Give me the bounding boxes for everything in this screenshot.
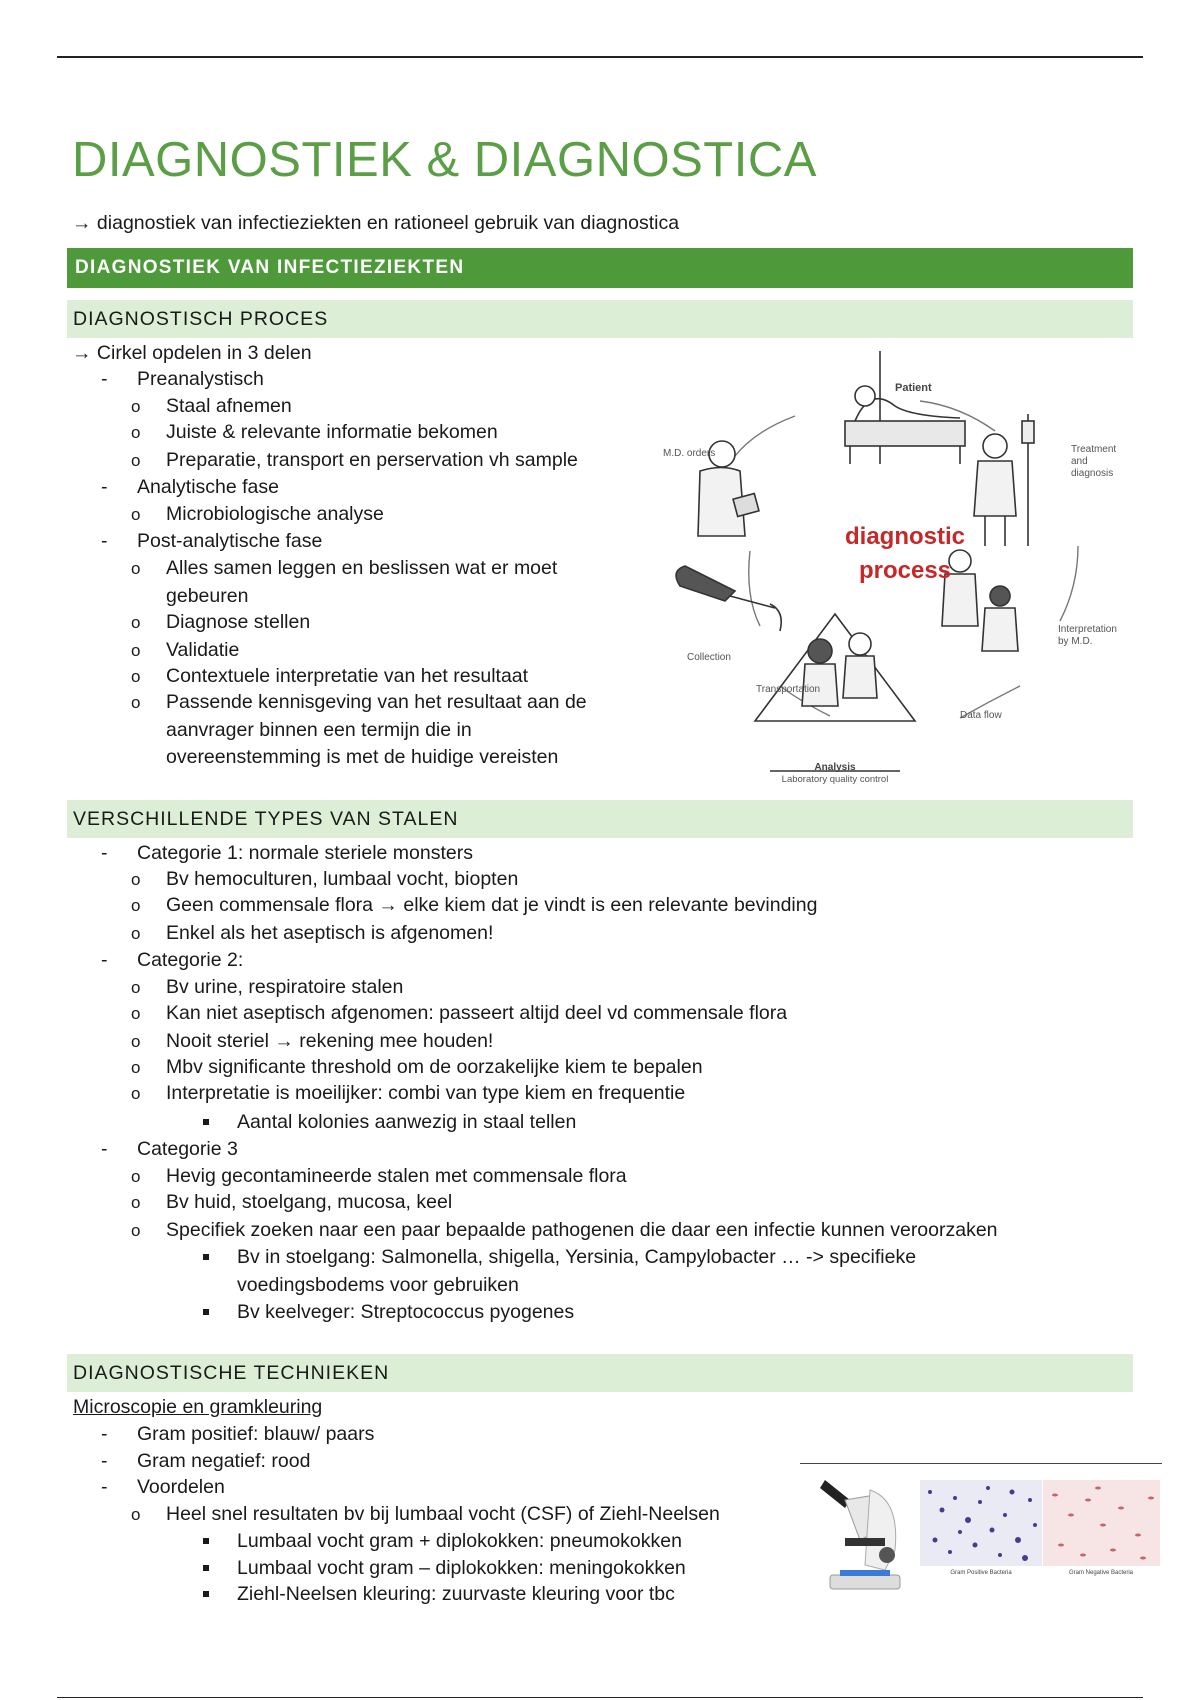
list-item-voordelen: Voordelen: [137, 1476, 225, 1498]
diagram-label-data-flow: Data flow: [960, 710, 1002, 721]
list-item: Nooit steriel → rekening mee houden!: [166, 1030, 494, 1052]
bullet-circle: o: [131, 1058, 141, 1077]
diagram-label-interpretation: Interpretation: [1058, 624, 1117, 635]
bullet-circle: o: [131, 693, 141, 712]
diagram-label-transportation: Transportation: [756, 684, 821, 695]
subheading-microscopie: Microscopie en gramkleuring: [73, 1396, 323, 1418]
bullet-square: [203, 1565, 209, 1571]
list-item: Kan niet aseptisch afgenomen: passeert altijd deel vd commensale flora: [166, 1002, 788, 1024]
list-item: Passende kennisgeving van het resultaat aan de: [166, 691, 587, 713]
bullet-circle: o: [131, 1084, 141, 1103]
bullet-square: [203, 1538, 209, 1544]
diagram-label-treatment: Treatment: [1071, 444, 1117, 455]
bullet-circle: o: [131, 559, 141, 578]
list-item: Heel snel resultaten bv bij lumbaal vocht (CSF) of Ziehl-Neelsen: [166, 1503, 720, 1525]
bullet-circle: o: [131, 423, 141, 442]
list-item-continuation: overeenstemming is met de huidige vereisten: [166, 746, 559, 768]
bullet-circle: o: [131, 505, 141, 524]
list-item-categorie-2: Categorie 2:: [137, 949, 244, 971]
list-item: Bv urine, respiratoire stalen: [166, 976, 404, 998]
diagram-label-diagnosis: diagnosis: [1071, 468, 1114, 479]
bullet-dash: -: [101, 476, 108, 498]
section-header-proces: DIAGNOSTISCH PROCES: [67, 300, 1133, 338]
list-subitem-continuation: voedingsbodems voor gebruiken: [237, 1274, 519, 1296]
top-rule: [57, 56, 1143, 58]
bullet-dash: -: [101, 1423, 108, 1445]
proces-intro: → Cirkel opdelen in 3 delen: [72, 342, 312, 364]
image-top-rule: [800, 1463, 1162, 1464]
list-item: Microbiologische analyse: [166, 503, 384, 525]
gram-positive-caption: Gram Positive Bacteria: [950, 1570, 1012, 1576]
bullet-dash: -: [101, 1138, 108, 1160]
bullet-circle: o: [131, 397, 141, 416]
bullet-circle: o: [131, 1193, 141, 1212]
bullet-dash: -: [101, 842, 108, 864]
list-item-categorie-3: Categorie 3: [137, 1138, 238, 1160]
bullet-dash: -: [101, 949, 108, 971]
list-subitem: Bv keelveger: Streptococcus pyogenes: [237, 1301, 575, 1323]
gram-negative-caption: Gram Negative Bacteria: [1068, 1570, 1134, 1576]
list-item: Geen commensale flora → elke kiem dat je vindt is een relevante bevinding: [166, 894, 818, 916]
list-item-continuation: aanvrager binnen een termijn die in: [166, 719, 472, 741]
bottom-rule: [57, 1697, 1143, 1698]
page-subtitle: → diagnostiek van infectieziekten en rationeel gebruik van diagnostica: [72, 212, 680, 234]
bullet-circle: o: [131, 978, 141, 997]
bullet-dash: -: [101, 1476, 108, 1498]
list-item-post-analytische-fase: Post-analytische fase: [137, 530, 323, 552]
bullet-square: [203, 1254, 209, 1260]
list-item: Gram negatief: rood: [137, 1450, 311, 1472]
list-item: Diagnose stellen: [166, 611, 311, 633]
list-item: Hevig gecontamineerde stalen met commensale flora: [166, 1165, 627, 1187]
list-item-preanalytisch: Preanalystisch: [137, 368, 264, 390]
bullet-circle: o: [131, 870, 141, 889]
list-item: Specifiek zoeken naar een paar bepaalde pathogenen die daar een infectie kunnen veroorzaken: [166, 1219, 998, 1241]
bullet-circle: o: [131, 641, 141, 660]
diagnostic-process-diagram: [660, 346, 1130, 786]
list-subitem: Lumbaal vocht gram – diplokokken: meningokokken: [237, 1557, 686, 1579]
bullet-circle: o: [131, 667, 141, 686]
page-title: DIAGNOSTIEK & DIAGNOSTICA: [72, 133, 817, 187]
list-item: Juiste & relevante informatie bekomen: [166, 421, 498, 443]
section-header-technieken: DIAGNOSTISCHE TECHNIEKEN: [67, 1354, 1133, 1392]
diagram-label-by-md: by M.D.: [1058, 636, 1093, 647]
bullet-circle: o: [131, 1505, 141, 1524]
list-item: Bv hemoculturen, lumbaal vocht, biopten: [166, 868, 519, 890]
list-item: Interpretatie is moeilijker: combi van type kiem en frequentie: [166, 1082, 686, 1104]
diagram-label-center-1: diagnostic: [844, 523, 966, 550]
diagram-label-center-2: process: [858, 557, 952, 584]
gram-negative-image: [1043, 1480, 1160, 1576]
bullet-circle: o: [131, 1221, 141, 1240]
section-header-stalen: VERSCHILLENDE TYPES VAN STALEN: [67, 800, 1133, 838]
list-item-categorie-1: Categorie 1: normale steriele monsters: [137, 842, 473, 864]
bullet-circle: o: [131, 451, 141, 470]
bullet-dash: -: [101, 368, 108, 390]
list-item: Enkel als het aseptisch is afgenomen!: [166, 922, 494, 944]
list-subitem: Aantal kolonies aanwezig in staal tellen: [237, 1111, 577, 1133]
bullet-square: [203, 1309, 209, 1315]
list-item: Contextuele interpretatie van het resultaat: [166, 665, 529, 687]
bullet-circle: o: [131, 613, 141, 632]
gram-positive-image: [920, 1480, 1042, 1576]
diagram-label-md-orders: M.D. orders: [663, 448, 716, 459]
list-item: Validatie: [166, 639, 240, 661]
bullet-dash: -: [101, 1450, 108, 1472]
list-subitem: Lumbaal vocht gram + diplokokken: pneumokokken: [237, 1530, 682, 1552]
diagram-label-and: and: [1071, 456, 1088, 467]
bullet-dash: -: [101, 530, 108, 552]
diagram-label-collection: Collection: [687, 652, 731, 663]
diagram-label-analysis: Analysis: [814, 762, 856, 773]
list-item: Mbv significante threshold om de oorzakelijke kiem te bepalen: [166, 1056, 703, 1078]
list-item: Staal afnemen: [166, 395, 292, 417]
list-subitem: Ziehl-Neelsen kleuring: zuurvaste kleuring voor tbc: [237, 1583, 675, 1605]
bullet-square: [203, 1119, 209, 1125]
list-item: Gram positief: blauw/ paars: [137, 1423, 375, 1445]
list-item-analytische-fase: Analytische fase: [137, 476, 279, 498]
list-item: Preparatie, transport en perservation vh sample: [166, 449, 578, 471]
bullet-circle: o: [131, 1167, 141, 1186]
bullet-circle: o: [131, 924, 141, 943]
diagram-label-lqc: Laboratory quality control: [781, 774, 889, 785]
bullet-square: [203, 1591, 209, 1597]
section-header-diagnostiek: DIAGNOSTIEK VAN INFECTIEZIEKTEN: [67, 248, 1133, 288]
diagram-label-patient: Patient: [895, 382, 932, 394]
list-item: Alles samen leggen en beslissen wat er moet: [166, 557, 558, 579]
list-item-continuation: gebeuren: [166, 585, 249, 607]
list-subitem: Bv in stoelgang: Salmonella, shigella, Yersinia, Campylobacter … -> specifieke: [237, 1246, 917, 1268]
bullet-circle: o: [131, 1032, 141, 1051]
microscope-image: [805, 1470, 915, 1600]
list-item: Bv huid, stoelgang, mucosa, keel: [166, 1191, 453, 1213]
bullet-circle: o: [131, 896, 141, 915]
bullet-circle: o: [131, 1004, 141, 1023]
